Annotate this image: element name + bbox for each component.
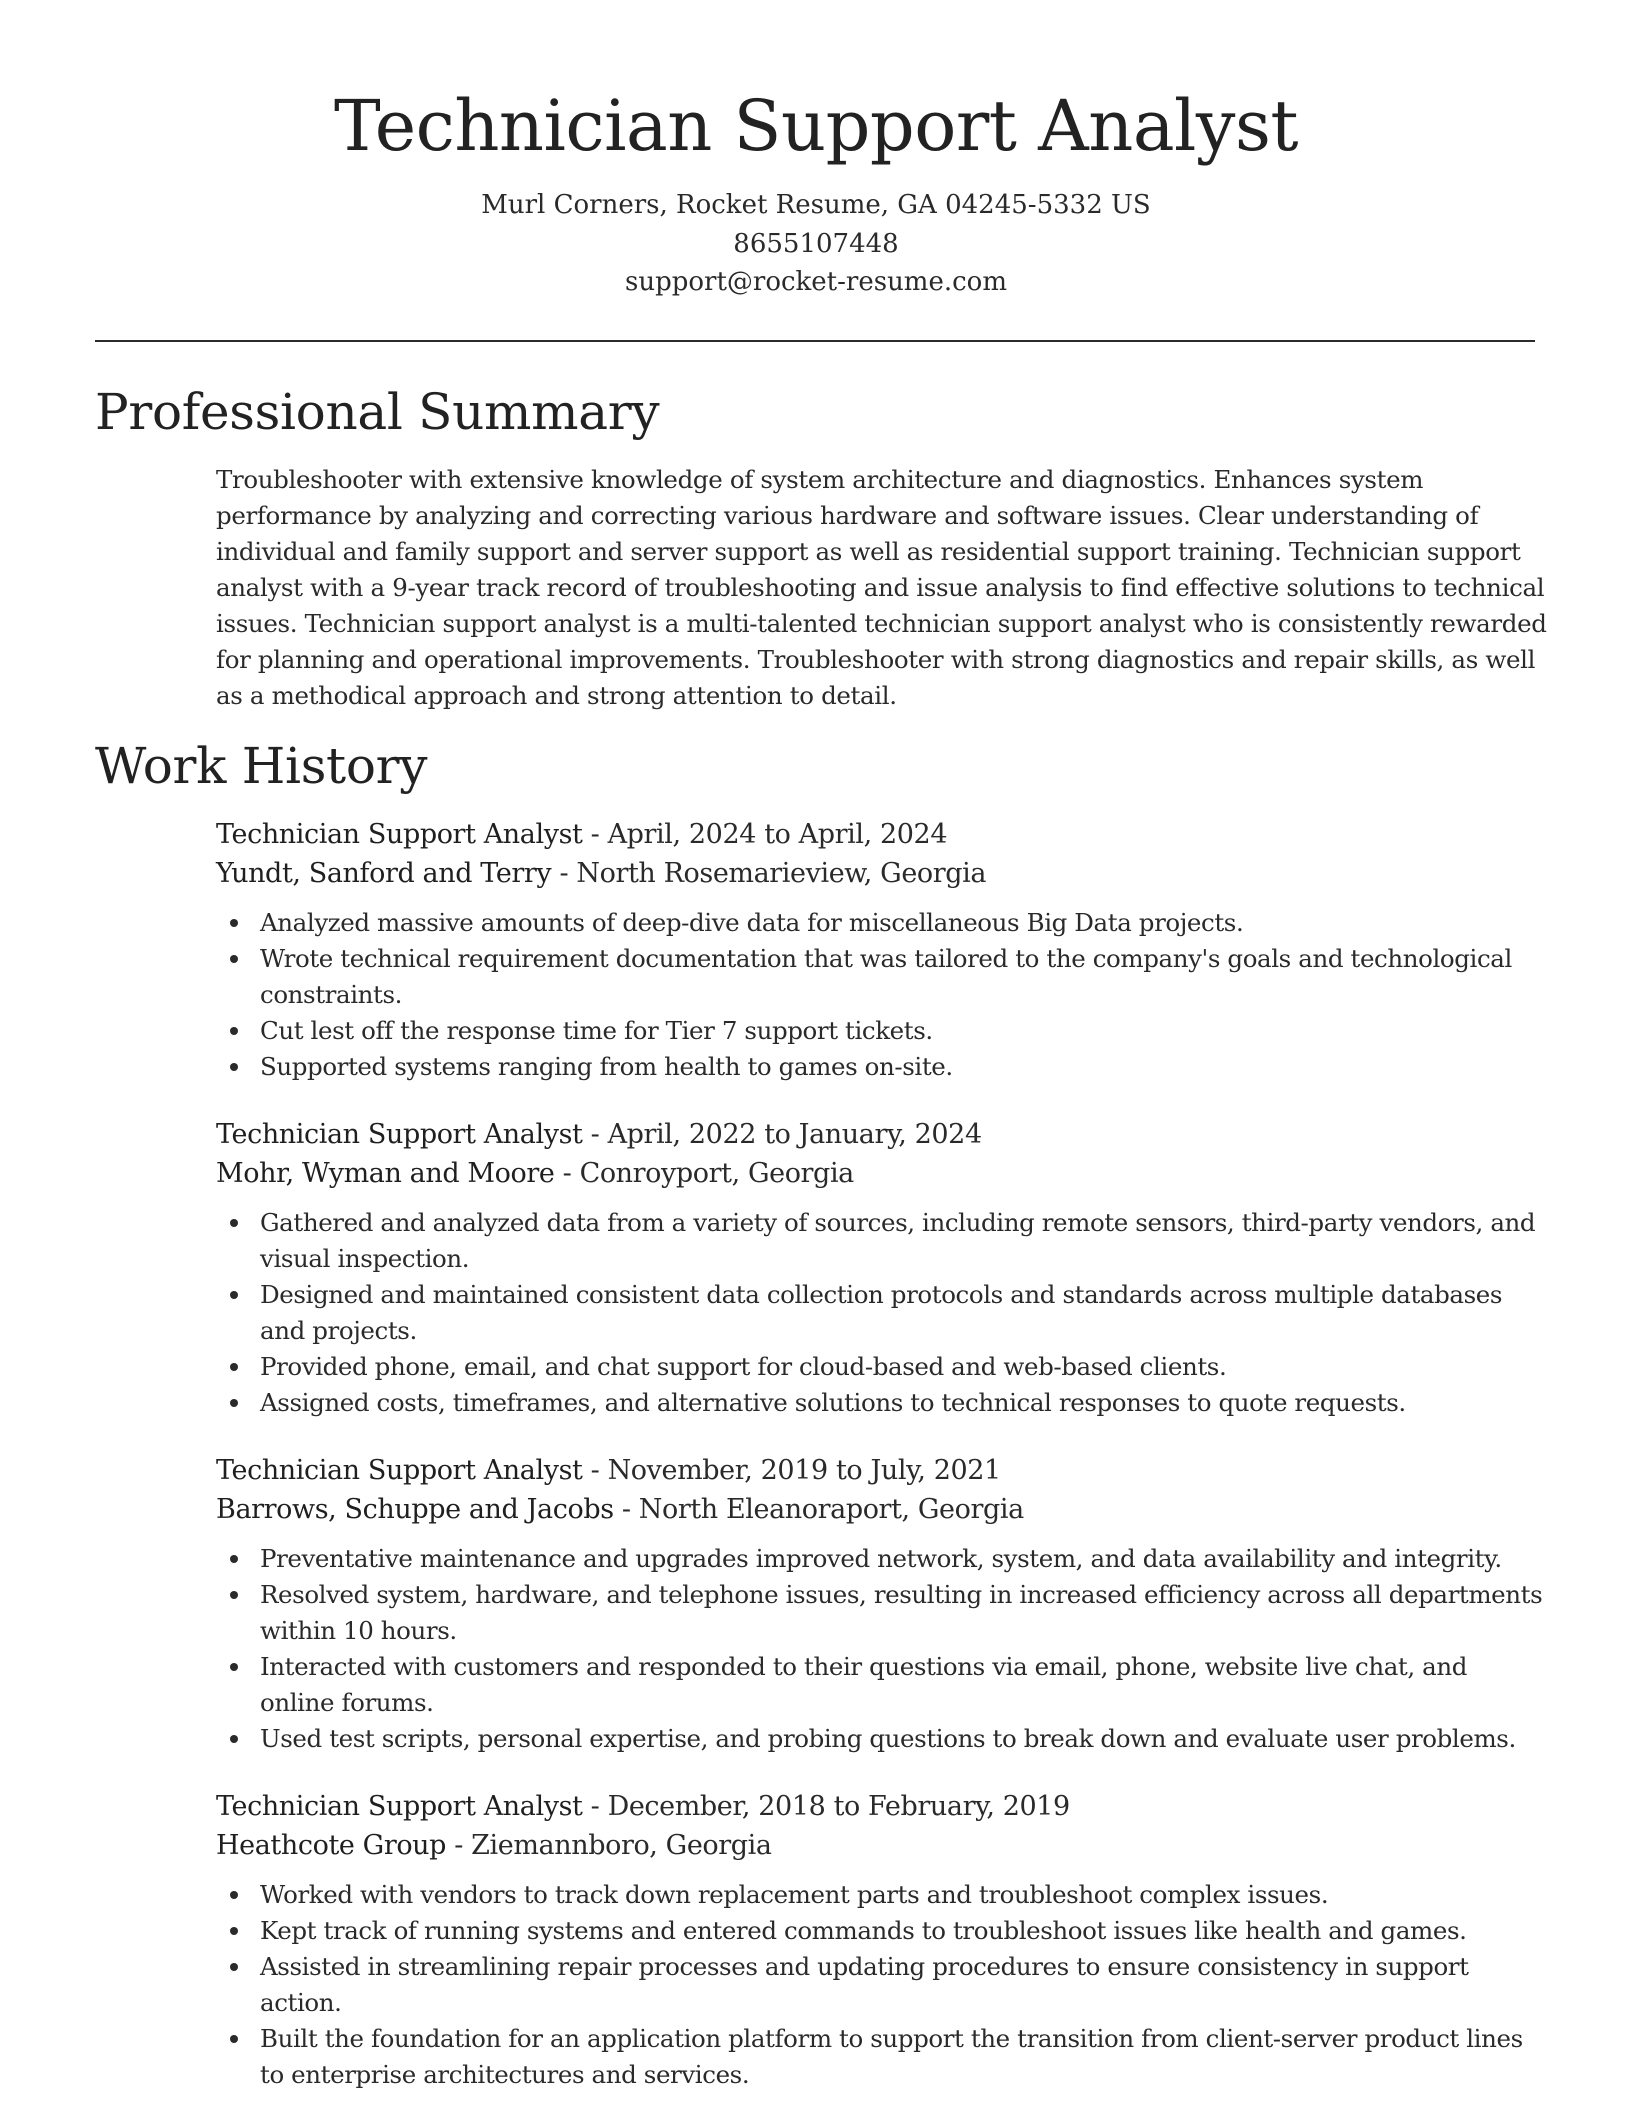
job-bullets bbox=[216, 1205, 1546, 1421]
job-location: - Conroyport, Georgia bbox=[554, 1158, 854, 1189]
bullet-dot-icon bbox=[230, 1219, 238, 1227]
contact-email: support@rocket-resume.com bbox=[624, 267, 1007, 297]
job-company: Mohr, Wyman and Moore bbox=[216, 1158, 555, 1189]
bullet-dot-icon bbox=[230, 2035, 238, 2043]
contact-info bbox=[0, 186, 1632, 302]
job-bullet-text: Built the foundation for an application platform to support the transition from client-server product lines to enterprise architectures and services. bbox=[260, 2024, 1523, 2089]
contact-address: Murl Corners, Rocket Resume, GA 04245-5332 US bbox=[481, 190, 1151, 220]
job-bullet bbox=[216, 1049, 1546, 1085]
job-bullet-text: Assisted in streamlining repair processes and updating procedures to ensure consistency in support action. bbox=[260, 1952, 1469, 2017]
job-bullet bbox=[216, 905, 1546, 941]
job-bullet bbox=[216, 1577, 1546, 1649]
job-role: Technician Support Analyst bbox=[216, 819, 583, 850]
job-bullet-text: Gathered and analyzed data from a variety of sources, including remote sensors, third-party vendors, and visual inspection. bbox=[260, 1208, 1536, 1273]
resume-header bbox=[0, 82, 1632, 302]
job-bullet-text: Preventative maintenance and upgrades improved network, system, and data availability and integrity. bbox=[260, 1544, 1502, 1573]
summary-heading: Professional Summary bbox=[95, 383, 660, 441]
job-dates: - December, 2018 to February, 2019 bbox=[582, 1791, 1070, 1822]
resume-name: Technician Support Analyst bbox=[333, 85, 1299, 167]
job-bullet-text: Wrote technical requirement documentation that was tailored to the company's goals and technological constraints. bbox=[260, 944, 1512, 1009]
job-title-line bbox=[216, 1451, 1546, 1490]
job-entry bbox=[216, 1787, 1546, 2093]
job-bullet-text: Worked with vendors to track down replacement parts and troubleshoot complex issues. bbox=[260, 1880, 1329, 1909]
job-bullet-text: Resolved system, hardware, and telephone issues, resulting in increased efficiency across all departments within 10 hours. bbox=[260, 1580, 1543, 1645]
job-company: Heathcote Group bbox=[216, 1830, 447, 1861]
job-title-line bbox=[216, 815, 1546, 854]
bullet-dot-icon bbox=[230, 955, 238, 963]
job-bullet-text: Supported systems ranging from health to games on-site. bbox=[260, 1052, 953, 1081]
job-title-line bbox=[216, 1115, 1546, 1154]
job-company-line bbox=[216, 854, 1546, 893]
bullet-dot-icon bbox=[230, 1663, 238, 1671]
job-dates: - November, 2019 to July, 2021 bbox=[582, 1455, 1001, 1486]
job-bullet-text: Kept track of running systems and entered commands to troubleshoot issues like health and games. bbox=[260, 1916, 1467, 1945]
job-entry bbox=[216, 1451, 1546, 1757]
job-company: Barrows, Schuppe and Jacobs bbox=[216, 1494, 614, 1525]
job-bullet bbox=[216, 1277, 1546, 1349]
job-role: Technician Support Analyst bbox=[216, 1455, 583, 1486]
job-bullet-text: Provided phone, email, and chat support for cloud-based and web-based clients. bbox=[260, 1352, 1227, 1381]
job-bullet bbox=[216, 1649, 1546, 1721]
job-dates: - April, 2022 to January, 2024 bbox=[582, 1119, 982, 1150]
job-location: - North Rosemarieview, Georgia bbox=[551, 858, 987, 889]
job-bullets bbox=[216, 1877, 1546, 2093]
bullet-dot-icon bbox=[230, 1027, 238, 1035]
job-bullets bbox=[216, 1541, 1546, 1757]
job-company-line bbox=[216, 1154, 1546, 1193]
job-bullet bbox=[216, 1385, 1546, 1421]
bullet-dot-icon bbox=[230, 1363, 238, 1371]
job-location: - Ziemannboro, Georgia bbox=[446, 1830, 772, 1861]
work-history-heading: Work History bbox=[95, 737, 428, 795]
bullet-dot-icon bbox=[230, 1891, 238, 1899]
job-bullet bbox=[216, 1877, 1546, 1913]
job-company: Yundt, Sanford and Terry bbox=[216, 858, 552, 889]
job-bullet bbox=[216, 1205, 1546, 1277]
job-bullet-text: Analyzed massive amounts of deep-dive data for miscellaneous Big Data projects. bbox=[260, 908, 1244, 937]
job-bullet-text: Interacted with customers and responded to their questions via email, phone, website live chat, and online forums. bbox=[260, 1652, 1468, 1717]
job-bullet-text: Used test scripts, personal expertise, and probing questions to break down and evaluate user problems. bbox=[260, 1724, 1516, 1753]
bullet-dot-icon bbox=[230, 1555, 238, 1563]
bullet-dot-icon bbox=[230, 1927, 238, 1935]
job-company-line bbox=[216, 1490, 1546, 1529]
job-bullet-text: Assigned costs, timeframes, and alternative solutions to technical responses to quote requests. bbox=[260, 1388, 1406, 1417]
job-bullets bbox=[216, 905, 1546, 1085]
job-bullet bbox=[216, 1013, 1546, 1049]
job-bullet bbox=[216, 1541, 1546, 1577]
job-bullet bbox=[216, 941, 1546, 1013]
job-role: Technician Support Analyst bbox=[216, 1119, 583, 1150]
job-bullet bbox=[216, 1913, 1546, 1949]
job-location: - North Eleanoraport, Georgia bbox=[613, 1494, 1024, 1525]
contact-phone: 8655107448 bbox=[733, 228, 899, 259]
header-divider bbox=[95, 340, 1535, 342]
job-entry bbox=[216, 1115, 1546, 1421]
job-bullet bbox=[216, 1349, 1546, 1385]
job-entry bbox=[216, 815, 1546, 1085]
bullet-dot-icon bbox=[230, 1063, 238, 1071]
bullet-dot-icon bbox=[230, 1399, 238, 1407]
job-role: Technician Support Analyst bbox=[216, 1791, 583, 1822]
job-company-line bbox=[216, 1826, 1546, 1865]
bullet-dot-icon bbox=[230, 1591, 238, 1599]
job-bullet bbox=[216, 1721, 1546, 1757]
work-history-list bbox=[216, 815, 1546, 2123]
job-bullet-text: Designed and maintained consistent data collection protocols and standards across multiple databases and projects. bbox=[260, 1280, 1503, 1345]
summary-text: Troubleshooter with extensive knowledge of system architecture and diagnostics. Enhances system performance by analyzing and correcting various hardware and software issues. Clear understanding of individual and family support and server support as well as residential support training. Technician support analyst with a 9-year track record of troubleshooting and issue analysis to find effective solutions to technical issues. Technician support analyst is a multi-talented technician support analyst who is consistently rewarded for planning and operational improvements. Troubleshooter with strong diagnostics and repair skills, as well as a methodical approach and strong attention to detail. bbox=[216, 465, 1547, 710]
job-bullet bbox=[216, 1949, 1546, 2021]
job-bullet-text: Cut lest off the response time for Tier 7 support tickets. bbox=[260, 1016, 933, 1045]
job-bullet bbox=[216, 2021, 1546, 2093]
job-dates: - April, 2024 to April, 2024 bbox=[582, 819, 948, 850]
bullet-dot-icon bbox=[230, 1291, 238, 1299]
bullet-dot-icon bbox=[230, 1735, 238, 1743]
bullet-dot-icon bbox=[230, 1963, 238, 1971]
job-title-line bbox=[216, 1787, 1546, 1826]
bullet-dot-icon bbox=[230, 919, 238, 927]
